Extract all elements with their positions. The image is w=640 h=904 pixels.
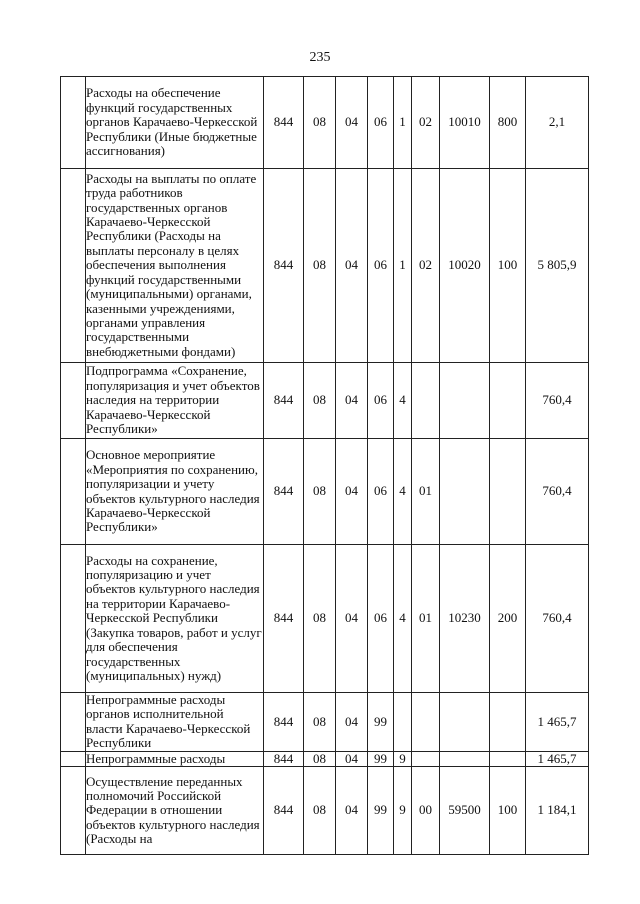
row-description: Расходы на обеспечение функций государственных органов Карачаево-Черкесской Республики (Иные бюджетные ассигнования) — [86, 77, 264, 169]
row-amount: 5 805,9 — [526, 169, 589, 363]
row-code-rz: 08 — [304, 751, 336, 766]
row-code-rz: 08 — [304, 545, 336, 693]
row-code-c1: 99 — [368, 751, 394, 766]
row-code-ved: 844 — [264, 545, 304, 693]
row-code-pr: 04 — [336, 439, 368, 545]
row-code-ved: 844 — [264, 439, 304, 545]
row-code-ved: 844 — [264, 169, 304, 363]
table-row — [61, 751, 589, 766]
empty-cell — [61, 169, 86, 363]
row-code-c2: 9 — [394, 767, 412, 855]
row-code-pr: 04 — [336, 767, 368, 855]
table-row — [61, 439, 589, 545]
row-code-pr: 04 — [336, 693, 368, 752]
row-code-c4: 10020 — [440, 169, 490, 363]
row-code-c2: 4 — [394, 439, 412, 545]
row-code-c1: 06 — [368, 545, 394, 693]
row-amount: 760,4 — [526, 439, 589, 545]
row-code-c2: 1 — [394, 77, 412, 169]
row-code-vr — [490, 693, 526, 752]
empty-cell — [61, 545, 86, 693]
table-row — [61, 767, 589, 855]
row-code-rz: 08 — [304, 693, 336, 752]
row-code-rz: 08 — [304, 363, 336, 439]
table-row — [61, 693, 589, 752]
row-description: Расходы на выплаты по оплате труда работников государственных органов Карачаево-Черкесской Республики (Расходы на выплаты персоналу в целях обеспечения выполнения функций государственными (муниципальными) органами, казенными учреждениями, органами управления государственными внебюджетными фондами) — [86, 169, 264, 363]
row-code-c2 — [394, 693, 412, 752]
row-code-c4 — [440, 751, 490, 766]
row-description: Непрограммные расходы органов исполнительной власти Карачаево-Черкесской Республики — [86, 693, 264, 752]
row-code-c1: 99 — [368, 693, 394, 752]
row-code-c3 — [412, 693, 440, 752]
row-code-c1: 06 — [368, 77, 394, 169]
row-code-vr — [490, 363, 526, 439]
row-code-c1: 06 — [368, 439, 394, 545]
row-code-c2: 9 — [394, 751, 412, 766]
row-code-ved: 844 — [264, 751, 304, 766]
row-code-rz: 08 — [304, 169, 336, 363]
row-code-vr — [490, 751, 526, 766]
row-code-rz: 08 — [304, 767, 336, 855]
row-code-c4: 10010 — [440, 77, 490, 169]
row-amount: 760,4 — [526, 545, 589, 693]
row-description: Непрограммные расходы — [86, 751, 264, 766]
table-row — [61, 77, 589, 169]
row-code-vr: 200 — [490, 545, 526, 693]
row-amount: 1 465,7 — [526, 751, 589, 766]
row-code-c4: 10230 — [440, 545, 490, 693]
row-code-pr: 04 — [336, 77, 368, 169]
row-code-c3: 01 — [412, 545, 440, 693]
table-row — [61, 363, 589, 439]
empty-cell — [61, 693, 86, 752]
row-code-c1: 06 — [368, 169, 394, 363]
row-code-rz: 08 — [304, 77, 336, 169]
table-row — [61, 545, 589, 693]
row-code-rz: 08 — [304, 439, 336, 545]
row-code-pr: 04 — [336, 363, 368, 439]
empty-cell — [61, 77, 86, 169]
row-code-c1: 99 — [368, 767, 394, 855]
row-code-c4 — [440, 363, 490, 439]
row-description: Осуществление переданных полномочий Российской Федерации в отношении объектов культурного наследия (Расходы на — [86, 767, 264, 855]
empty-cell — [61, 363, 86, 439]
empty-cell — [61, 751, 86, 766]
row-code-c4 — [440, 693, 490, 752]
table-row — [61, 169, 589, 363]
row-code-ved: 844 — [264, 77, 304, 169]
row-code-c1: 06 — [368, 363, 394, 439]
row-code-vr: 100 — [490, 169, 526, 363]
row-code-c3: 02 — [412, 77, 440, 169]
row-amount: 1 184,1 — [526, 767, 589, 855]
row-code-c3: 02 — [412, 169, 440, 363]
row-description: Подпрограмма «Сохранение, популяризация и учет объектов наследия на территории Карачаево-Черкесской Республики» — [86, 363, 264, 439]
empty-cell — [61, 767, 86, 855]
row-description: Основное мероприятие «Мероприятия по сохранению, популяризации и учету объектов культурного наследия Карачаево-Черкесской Республики» — [86, 439, 264, 545]
empty-cell — [61, 439, 86, 545]
row-code-vr: 800 — [490, 77, 526, 169]
row-code-vr — [490, 439, 526, 545]
row-description: Расходы на сохранение, популяризацию и учет объектов культурного наследия на территории Карачаево-Черкесской Республики (Закупка товаров, работ и услуг для обеспечения государственных (муниципальных) нужд) — [86, 545, 264, 693]
budget-table — [60, 76, 589, 855]
row-amount: 2,1 — [526, 77, 589, 169]
row-amount: 1 465,7 — [526, 693, 589, 752]
row-code-c3: 00 — [412, 767, 440, 855]
row-code-c2: 1 — [394, 169, 412, 363]
row-code-c3: 01 — [412, 439, 440, 545]
page-number: 235 — [309, 50, 331, 65]
row-code-vr: 100 — [490, 767, 526, 855]
row-code-pr: 04 — [336, 545, 368, 693]
row-code-c3 — [412, 363, 440, 439]
row-code-c3 — [412, 751, 440, 766]
row-code-c4 — [440, 439, 490, 545]
row-amount: 760,4 — [526, 363, 589, 439]
row-code-c4: 59500 — [440, 767, 490, 855]
row-code-c2: 4 — [394, 545, 412, 693]
row-code-ved: 844 — [264, 693, 304, 752]
row-code-c2: 4 — [394, 363, 412, 439]
row-code-pr: 04 — [336, 169, 368, 363]
row-code-ved: 844 — [264, 767, 304, 855]
row-code-pr: 04 — [336, 751, 368, 766]
row-code-ved: 844 — [264, 363, 304, 439]
